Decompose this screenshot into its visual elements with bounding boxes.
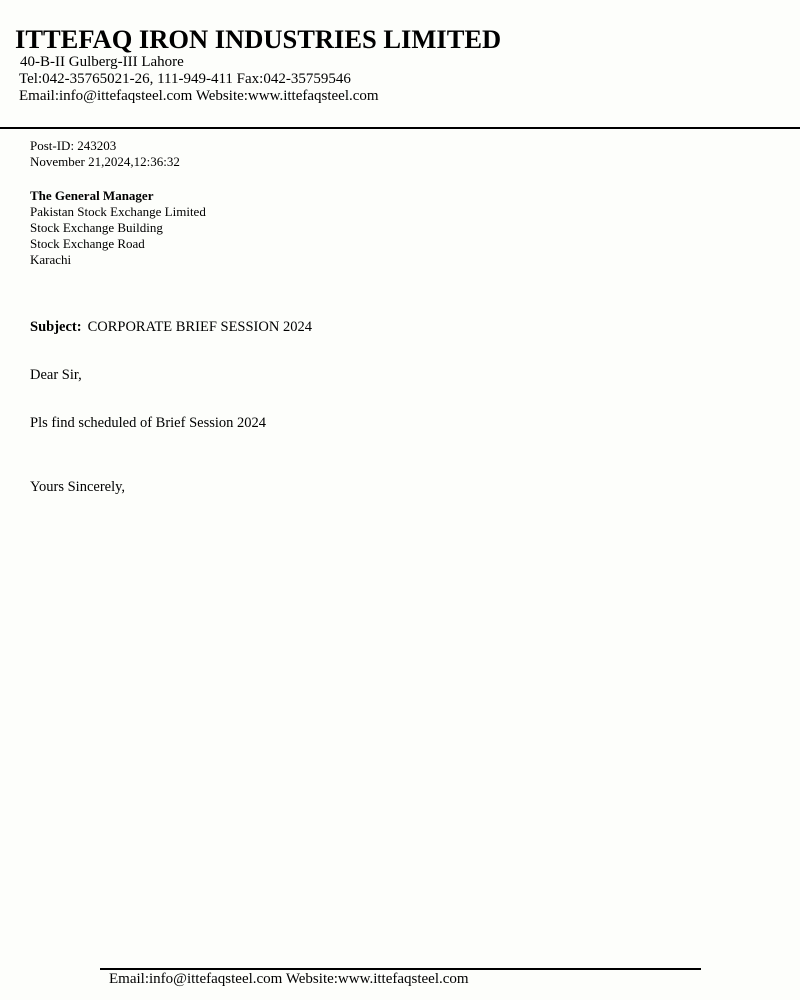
- subject-text: CORPORATE BRIEF SESSION 2024: [87, 319, 312, 335]
- company-email-website: Email:info@ittefaqsteel.com Website:www.ittefaqsteel.com: [19, 88, 379, 104]
- post-datetime: November 21,2024,12:36:32: [30, 154, 180, 169]
- salutation: Dear Sir,: [30, 367, 82, 383]
- body-text: Pls find scheduled of Brief Session 2024: [30, 415, 267, 431]
- header-divider: [0, 127, 800, 129]
- subject-label: Subject:: [30, 319, 82, 335]
- recipient-block: [30, 188, 206, 268]
- footer-divider: [100, 968, 701, 970]
- recipient-line: Karachi: [30, 252, 72, 267]
- company-phone-fax: Tel:042-35765021-26, 111-949-411 Fax:042-35759546: [19, 71, 351, 87]
- recipient-title: The General Manager: [30, 188, 154, 203]
- recipient-line: Stock Exchange Road: [30, 236, 145, 251]
- recipient-line: Stock Exchange Building: [30, 220, 163, 235]
- post-id: Post-ID: 243203: [30, 138, 117, 153]
- subject-line: [30, 319, 312, 336]
- closing: Yours Sincerely,: [30, 479, 126, 495]
- footer-contact: Email:info@ittefaqsteel.com Website:www.ittefaqsteel.com: [109, 971, 469, 987]
- company-address: 40-B-II Gulberg-III Lahore: [20, 54, 184, 70]
- company-name: ITTEFAQ IRON INDUSTRIES LIMITED: [15, 24, 502, 54]
- recipient-line: Pakistan Stock Exchange Limited: [30, 204, 206, 219]
